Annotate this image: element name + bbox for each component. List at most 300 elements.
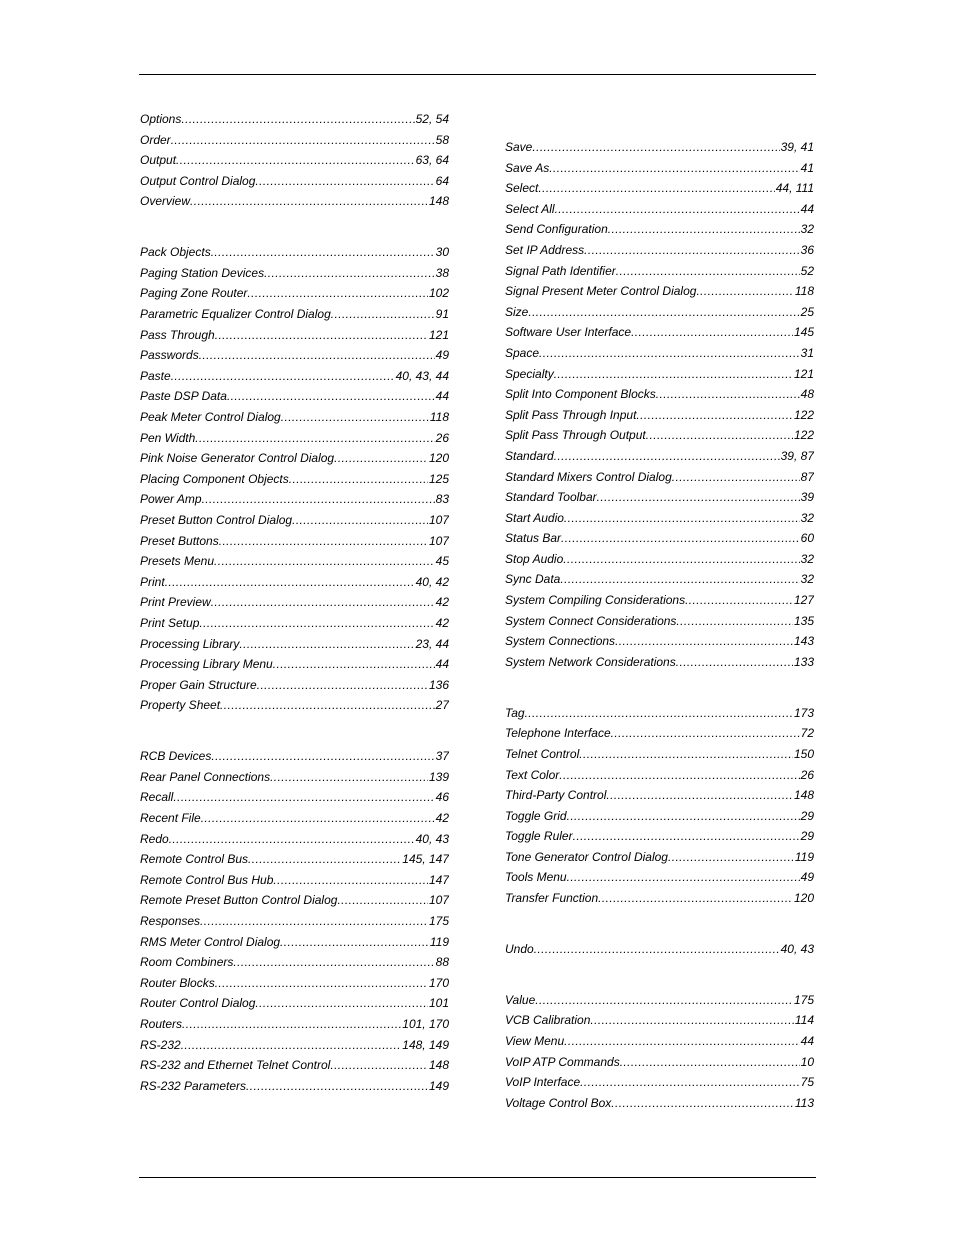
index-term: Split Into Component Blocks: [505, 387, 656, 402]
index-page-numbers: 122: [793, 428, 814, 443]
index-page-numbers: 145, 147: [402, 852, 449, 867]
dot-leader: [220, 695, 435, 716]
index-entry: [140, 345, 449, 366]
index-letter-group: [140, 746, 449, 1096]
index-term: Toggle Grid: [505, 808, 567, 823]
index-entry: [140, 407, 449, 428]
index-term: Print: [140, 574, 165, 589]
index-entry: [140, 171, 449, 192]
index-page-numbers: 139: [428, 769, 449, 784]
index-term: RCB Devices: [140, 749, 212, 764]
dot-leader: [219, 531, 428, 552]
dot-leader: [202, 489, 435, 510]
dot-leader: [255, 171, 434, 192]
dot-leader: [201, 808, 435, 829]
index-term: Router Blocks: [140, 975, 215, 990]
index-entry: [505, 446, 814, 467]
dot-leader: [337, 890, 428, 911]
index-entry: [505, 631, 814, 652]
index-page-numbers: 32: [800, 572, 814, 587]
index-term: Peak Meter Control Dialog: [140, 410, 281, 425]
index-entry: [140, 952, 449, 973]
index-page-numbers: 107: [428, 533, 449, 548]
dot-leader: [564, 508, 800, 529]
index-entry: [505, 425, 814, 446]
dot-leader: [199, 613, 434, 634]
index-page-numbers: 44: [800, 1034, 814, 1049]
index-entry: [140, 1035, 449, 1056]
dot-leader: [560, 569, 799, 590]
index-term: Power Amp: [140, 492, 202, 507]
dot-leader: [685, 590, 793, 611]
index-entry: [140, 911, 449, 932]
index-entry: [505, 158, 814, 179]
index-page-numbers: 118: [794, 284, 814, 299]
index-term: Third-Party Control: [505, 788, 607, 803]
index-term: VCB Calibration: [505, 1013, 591, 1028]
index-letter-group: [505, 939, 814, 960]
dot-leader: [598, 888, 793, 909]
index-term: Set IP Address: [505, 242, 585, 257]
dot-leader: [181, 109, 414, 130]
index-term: Send Configuration: [505, 222, 608, 237]
index-entry: [140, 366, 449, 387]
dot-leader: [195, 428, 434, 449]
dot-leader: [169, 829, 415, 850]
index-page-numbers: 83: [435, 492, 449, 507]
dot-leader: [281, 407, 429, 428]
index-entry: [505, 590, 814, 611]
index-page-numbers: 148: [793, 788, 814, 803]
dot-leader: [579, 744, 793, 765]
index-page-numbers: 119: [429, 934, 449, 949]
index-entry: [505, 888, 814, 909]
index-page-numbers: 39, 87: [780, 448, 814, 463]
index-page-numbers: 63, 64: [415, 153, 449, 168]
dot-leader: [171, 130, 435, 151]
index-term: Signal Present Meter Control Dialog: [505, 284, 697, 299]
index-page-numbers: 135: [793, 613, 814, 628]
index-page-numbers: 173: [793, 705, 814, 720]
dot-leader: [564, 1031, 799, 1052]
index-page-numbers: 148, 149: [402, 1037, 449, 1052]
dot-leader: [567, 806, 800, 827]
index-letter-group: [505, 990, 814, 1114]
dot-leader: [264, 263, 435, 284]
index-page-numbers: 148: [428, 194, 449, 209]
index-page-numbers: 39: [800, 490, 814, 505]
index-term: Proper Gain Structure: [140, 677, 257, 692]
index-entry: [505, 652, 814, 673]
dot-leader: [672, 467, 800, 488]
dot-leader: [171, 366, 395, 387]
index-term: Status Bar: [505, 531, 562, 546]
index-entry: [140, 675, 449, 696]
dot-leader: [289, 469, 428, 490]
dot-leader: [215, 325, 428, 346]
dot-leader: [182, 1014, 401, 1035]
index-term: Presets Menu: [140, 554, 215, 569]
index-entry: [140, 510, 449, 531]
index-page-numbers: 120: [428, 451, 449, 466]
index-page-numbers: 127: [793, 593, 814, 608]
index-page-numbers: 49: [435, 348, 449, 363]
index-entry: [505, 806, 814, 827]
index-page-numbers: 31: [800, 345, 814, 360]
dot-leader: [555, 199, 800, 220]
index-term: Remote Preset Button Control Dialog: [140, 893, 338, 908]
dot-leader: [330, 1055, 428, 1076]
index-entry: [140, 890, 449, 911]
index-entry: [140, 448, 449, 469]
index-page-numbers: 121: [428, 327, 449, 342]
index-page-numbers: 120: [793, 891, 814, 906]
index-page-numbers: 39, 41: [780, 140, 814, 154]
index-entry: [505, 364, 814, 385]
dot-leader: [173, 787, 434, 808]
index-page-numbers: 170: [428, 975, 449, 990]
index-page-numbers: 44: [435, 389, 449, 404]
index-entry: [140, 808, 449, 829]
index-page-numbers: 122: [793, 407, 814, 422]
index-entry: [140, 304, 449, 325]
index-entry: [140, 150, 449, 171]
index-term: RMS Meter Control Dialog: [140, 934, 281, 949]
index-entry: [505, 765, 814, 786]
dot-leader: [620, 1052, 800, 1073]
index-term: Select: [505, 181, 539, 196]
index-term: RS-232 and Ethernet Telnet Control: [140, 1058, 331, 1073]
index-entry: [140, 695, 449, 716]
index-entry: [505, 199, 814, 220]
index-page-numbers: 42: [435, 811, 449, 825]
index-page-numbers: 44, 111: [775, 181, 814, 196]
index-entry: [140, 746, 449, 767]
index-term: Remote Control Bus Hub: [140, 872, 274, 887]
dot-leader: [538, 178, 774, 199]
index-page-numbers: 48: [800, 387, 814, 402]
index-page-numbers: 42: [435, 595, 449, 610]
index-entry: [140, 849, 449, 870]
dot-leader: [597, 487, 800, 508]
index-page-numbers: 38: [435, 265, 449, 280]
index-page-numbers: 60: [800, 531, 814, 546]
index-entry: [505, 847, 814, 868]
dot-leader: [176, 150, 415, 171]
index-page-numbers: 44: [435, 657, 449, 672]
index-entry: [505, 281, 814, 302]
index-page-numbers: 36: [800, 242, 814, 257]
index-entry: [505, 990, 814, 1011]
index-entry: [140, 386, 449, 407]
index-page-numbers: 40, 43, 44: [395, 368, 449, 383]
index-entry: [140, 973, 449, 994]
index-entry: [505, 178, 814, 199]
index-entry: [140, 993, 449, 1014]
index-entry: [140, 489, 449, 510]
dot-leader: [676, 611, 793, 632]
index-entry: [140, 1076, 449, 1097]
dot-leader: [549, 158, 799, 179]
index-page-numbers: 75: [800, 1075, 814, 1090]
dot-leader: [199, 345, 435, 366]
index-entry: [140, 787, 449, 808]
dot-leader: [292, 510, 428, 531]
index-term: Placing Component Objects: [140, 471, 289, 486]
index-term: Sync Data: [505, 572, 561, 587]
index-entry: [140, 870, 449, 891]
index-page-numbers: 40, 43: [415, 831, 449, 846]
index-page-numbers: 58: [435, 132, 449, 147]
index-term: Specialty: [505, 366, 554, 381]
index-term: Pack Objects: [140, 245, 211, 260]
index-term: Tools Menu: [505, 870, 567, 885]
index-term: Order: [140, 132, 171, 147]
dot-leader: [590, 1010, 793, 1031]
index-entry: [140, 191, 449, 212]
dot-leader: [563, 549, 799, 570]
index-page-numbers: 37: [435, 749, 449, 764]
index-term: Split Pass Through Output: [505, 428, 646, 443]
index-page-numbers: 52, 54: [415, 112, 449, 126]
index-entry: [140, 130, 449, 151]
dot-leader: [573, 826, 800, 847]
index-entry: [505, 384, 814, 405]
dot-leader: [190, 191, 428, 212]
index-entry: [140, 634, 449, 655]
dot-leader: [215, 973, 428, 994]
index-term: Voltage Control Box: [505, 1095, 612, 1110]
index-term: Router Control Dialog: [140, 996, 256, 1011]
index-entry: [505, 549, 814, 570]
index-term: Preset Buttons: [140, 533, 219, 548]
index-page-numbers: 175: [428, 913, 449, 928]
index-entry: [505, 240, 814, 261]
index-column-right: [505, 137, 814, 1113]
index-page-numbers: 26: [435, 430, 449, 445]
index-page-numbers: 102: [428, 286, 449, 301]
dot-leader: [334, 448, 428, 469]
index-letter-group: [505, 703, 814, 909]
index-term: Print Setup: [140, 615, 200, 630]
index-entry: [505, 723, 814, 744]
dot-leader: [255, 993, 428, 1014]
dot-leader: [200, 911, 428, 932]
index-term: Print Preview: [140, 595, 211, 610]
index-letter-group: [505, 137, 814, 672]
index-term: Signal Path Identifier: [505, 263, 616, 278]
dot-leader: [616, 261, 800, 282]
dot-leader: [214, 551, 435, 572]
index-entry: [140, 325, 449, 346]
index-term: Value: [505, 992, 536, 1007]
dot-leader: [535, 990, 793, 1011]
index-term: Preset Button Control Dialog: [140, 512, 293, 527]
dot-leader: [554, 364, 793, 385]
dot-leader: [676, 652, 793, 673]
index-page-numbers: 52: [800, 263, 814, 278]
dot-leader: [606, 785, 793, 806]
index-term: Property Sheet: [140, 698, 221, 713]
index-page-numbers: 87: [800, 469, 814, 484]
index-page-numbers: 148: [428, 1058, 449, 1073]
dot-leader: [211, 242, 435, 263]
index-page-numbers: 46: [435, 790, 449, 805]
dot-leader: [559, 765, 799, 786]
index-term: System Connections: [505, 634, 616, 649]
dot-leader: [608, 219, 800, 240]
index-page-numbers: 107: [428, 512, 449, 527]
index-term: Size: [505, 304, 529, 319]
index-entry: [505, 302, 814, 323]
index-term: System Network Considerations: [505, 654, 676, 669]
index-entry: [505, 343, 814, 364]
index-term: Paging Station Devices: [140, 265, 265, 280]
index-entry: [505, 219, 814, 240]
index-term: Room Combiners: [140, 955, 234, 970]
index-page-numbers: 150: [793, 746, 814, 761]
index-entry: [505, 569, 814, 590]
dot-leader: [656, 384, 800, 405]
dot-leader: [615, 631, 793, 652]
index-page-numbers: 114: [794, 1013, 814, 1028]
index-page-numbers: 44: [800, 201, 814, 216]
index-page-numbers: 40, 43: [780, 941, 814, 956]
dot-leader: [247, 283, 428, 304]
index-page-numbers: 25: [800, 304, 814, 319]
index-term: Passwords: [140, 348, 199, 363]
index-term: Redo: [140, 831, 169, 846]
index-entry: [140, 592, 449, 613]
index-page-numbers: 113: [794, 1095, 814, 1110]
index-page-numbers: 49: [800, 870, 814, 885]
index-letter-group: [140, 109, 449, 212]
index-term: Recall: [140, 790, 174, 805]
index-entry: [140, 283, 449, 304]
index-page-numbers: 30: [435, 245, 449, 260]
index-page-numbers: 118: [429, 410, 449, 425]
index-entry: [140, 572, 449, 593]
index-page-numbers: 45: [435, 554, 449, 569]
index-term: Paging Zone Router: [140, 286, 248, 301]
index-entry: [505, 1010, 814, 1031]
index-entry: [140, 242, 449, 263]
index-entry: [505, 1052, 814, 1073]
index-entry: [505, 261, 814, 282]
index-page-numbers: 147: [428, 872, 449, 887]
index-term: Overview: [140, 194, 191, 209]
index-term: Pen Width: [140, 430, 196, 445]
index-entry: [140, 654, 449, 675]
index-entry: [505, 703, 814, 724]
index-term: Routers: [140, 1016, 183, 1031]
index-term: System Connect Considerations: [505, 613, 677, 628]
index-term: System Compiling Considerations: [505, 593, 686, 608]
dot-leader: [165, 572, 415, 593]
index-page-numbers: 29: [800, 829, 814, 844]
index-term: Telnet Control: [505, 746, 580, 761]
index-term: VoIP ATP Commands: [505, 1054, 620, 1069]
dot-leader: [631, 322, 793, 343]
dot-leader: [270, 767, 428, 788]
index-page-numbers: 72: [800, 726, 814, 741]
index-term: Recent File: [140, 811, 201, 825]
dot-leader: [211, 592, 435, 613]
dot-leader: [248, 849, 401, 870]
index-page-numbers: 125: [428, 471, 449, 486]
footer-rule: [139, 1177, 816, 1178]
index-page-numbers: 149: [428, 1078, 449, 1093]
dot-leader: [696, 281, 793, 302]
index-entry: [505, 137, 814, 158]
index-term: Pink Noise Generator Control Dialog: [140, 451, 335, 466]
index-page-numbers: 32: [800, 551, 814, 566]
index-term: Options: [140, 112, 182, 126]
index-term: Responses: [140, 913, 201, 928]
index-entry: [505, 939, 814, 960]
index-term: Save As: [505, 160, 550, 175]
index-entry: [140, 469, 449, 490]
dot-leader: [273, 870, 428, 891]
index-entry: [505, 1093, 814, 1114]
index-entry: [505, 1072, 814, 1093]
index-page-numbers: 136: [428, 677, 449, 692]
dot-leader: [567, 867, 800, 888]
index-page-numbers: 64: [435, 173, 449, 188]
index-page-numbers: 26: [800, 767, 814, 782]
index-term: View Menu: [505, 1034, 565, 1049]
index-entry: [505, 405, 814, 426]
index-entry: [505, 826, 814, 847]
index-term: Processing Library: [140, 636, 240, 651]
dot-leader: [611, 723, 800, 744]
index-page-numbers: 101, 170: [402, 1016, 449, 1031]
dot-leader: [528, 302, 799, 323]
index-entry: [505, 785, 814, 806]
index-page-numbers: 88: [435, 955, 449, 970]
index-entry: [140, 109, 449, 130]
index-term: Select All: [505, 201, 555, 216]
dot-leader: [257, 675, 428, 696]
index-entry: [140, 829, 449, 850]
index-term: Space: [505, 345, 540, 360]
index-entry: [140, 767, 449, 788]
index-page-numbers: 107: [428, 893, 449, 908]
index-term: Output Control Dialog: [140, 173, 256, 188]
index-entry: [505, 1031, 814, 1052]
index-term: Pass Through: [140, 327, 215, 342]
index-letter-group: [140, 242, 449, 716]
dot-leader: [227, 386, 435, 407]
index-entry: [140, 932, 449, 953]
index-entry: [505, 487, 814, 508]
index-page-numbers: 143: [793, 634, 814, 649]
dot-leader: [668, 847, 794, 868]
index-entry: [505, 611, 814, 632]
dot-leader: [554, 446, 780, 467]
index-term: Undo: [505, 941, 534, 956]
index-term: Output: [140, 153, 177, 168]
index-term: Text Color: [505, 767, 560, 782]
index-entry: [505, 867, 814, 888]
index-page-numbers: 32: [800, 510, 814, 525]
index-term: Processing Library Menu: [140, 657, 273, 672]
index-term: RS-232: [140, 1037, 181, 1052]
index-page-numbers: 40, 42: [415, 574, 449, 589]
index-page-numbers: 32: [800, 222, 814, 237]
dot-leader: [239, 634, 414, 655]
index-term: Tag: [505, 705, 525, 720]
